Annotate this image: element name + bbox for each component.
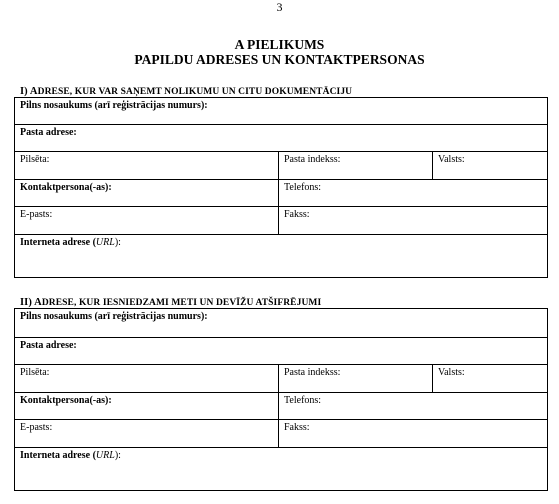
postcode-field[interactable] — [279, 152, 433, 180]
contact-row — [15, 393, 548, 420]
email-field[interactable] — [15, 207, 279, 235]
full-name-field[interactable] — [15, 309, 548, 338]
email-field[interactable] — [15, 420, 279, 448]
fax-field[interactable] — [279, 207, 548, 235]
section-2-heading — [20, 297, 321, 308]
full-name-label: Pilns nosaukums (arī reģistrācijas numurs): — [20, 100, 208, 111]
internet-label-post: ): — [114, 237, 121, 248]
internet-row — [15, 235, 548, 278]
country-field[interactable] — [433, 365, 548, 393]
title-line-1: A PIELIKUMS — [234, 37, 325, 52]
full-name-row — [15, 309, 548, 338]
internet-label-pre: Interneta adrese ( — [20, 450, 96, 461]
email-label: E-pasts: — [20, 422, 53, 433]
city-label: Pilsēta: — [20, 367, 50, 378]
city-field[interactable] — [15, 152, 279, 180]
country-label: Valsts: — [438, 154, 465, 165]
full-name-row — [15, 98, 548, 125]
fax-label: Fakss: — [284, 422, 310, 433]
postcode-label: Pasta indekss: — [284, 154, 341, 165]
phone-label: Telefons: — [284, 395, 322, 406]
postal-address-label: Pasta adrese: — [20, 127, 77, 138]
full-name-label: Pilns nosaukums (arī reģistrācijas numurs): — [20, 311, 208, 322]
internet-label-post: ): — [114, 450, 121, 461]
internet-label-url: URL — [95, 450, 115, 461]
postal-address-row — [15, 125, 548, 152]
page-title — [0, 37, 559, 67]
internet-address-field[interactable] — [15, 448, 548, 491]
internet-label-pre: Interneta adrese ( — [20, 237, 96, 248]
email-row — [15, 207, 548, 235]
section-1-heading-prefix: I) A — [20, 86, 38, 97]
section-2-heading-prefix: II) A — [20, 297, 42, 308]
phone-label: Telefons: — [284, 182, 322, 193]
section-2-form-table — [14, 308, 548, 491]
internet-address-field[interactable] — [15, 235, 548, 278]
section-1-form-table — [14, 97, 548, 278]
postcode-field[interactable] — [279, 365, 433, 393]
contact-field[interactable] — [15, 180, 279, 207]
full-name-field[interactable] — [15, 98, 548, 125]
postal-address-row — [15, 338, 548, 365]
city-row — [15, 152, 548, 180]
section-1-heading — [20, 86, 352, 97]
section-1-heading-rest: DRESE, KUR VAR SAŅEMT NOLIKUMU UN CITU DOKUMENTĀCIJU — [37, 87, 353, 97]
contact-label: Kontaktpersona(-as): — [20, 395, 112, 406]
contact-field[interactable] — [15, 393, 279, 420]
postcode-label: Pasta indekss: — [284, 367, 341, 378]
fax-field[interactable] — [279, 420, 548, 448]
phone-field[interactable] — [279, 180, 548, 207]
email-label: E-pasts: — [20, 209, 53, 220]
contact-row — [15, 180, 548, 207]
country-label: Valsts: — [438, 367, 465, 378]
postal-address-field[interactable] — [15, 338, 548, 365]
title-line-2: PAPILDU ADRESES UN KONTAKTPERSONAS — [134, 52, 425, 67]
phone-field[interactable] — [279, 393, 548, 420]
fax-label: Fakss: — [284, 209, 310, 220]
contact-label: Kontaktpersona(-as): — [20, 182, 112, 193]
internet-label-url: URL — [95, 237, 115, 248]
page-number: 3 — [276, 0, 283, 14]
postal-address-field[interactable] — [15, 125, 548, 152]
city-field[interactable] — [15, 365, 279, 393]
country-field[interactable] — [433, 152, 548, 180]
city-row — [15, 365, 548, 393]
internet-row — [15, 448, 548, 491]
city-label: Pilsēta: — [20, 154, 50, 165]
postal-address-label: Pasta adrese: — [20, 340, 77, 351]
section-2-heading-rest: DRESE, KUR IESNIEDZAMI METI UN DEVĪŽU ATŠIFRĒJUMI — [41, 298, 322, 308]
email-row — [15, 420, 548, 448]
